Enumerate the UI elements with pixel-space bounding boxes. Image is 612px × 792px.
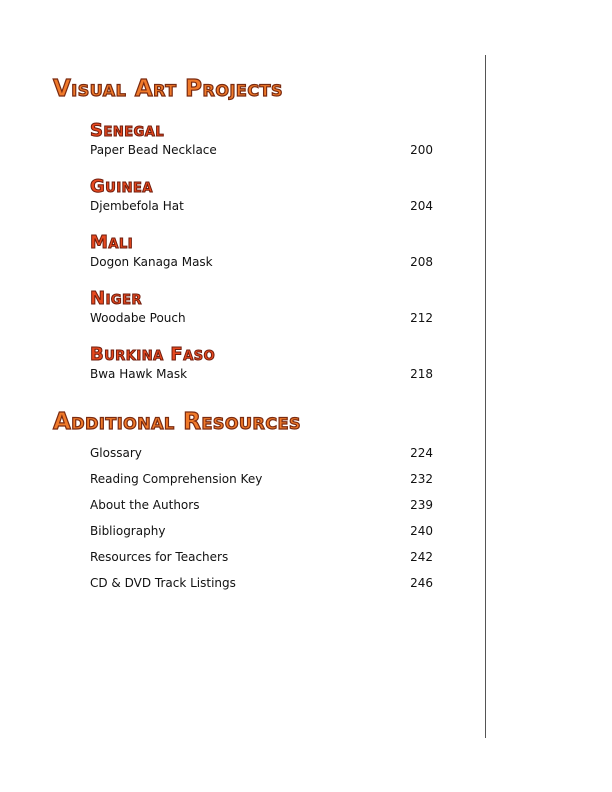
entry-title: Bibliography [90, 524, 166, 538]
vertical-divider [485, 55, 486, 738]
section-heading-additional-resources: Additional Resources [53, 409, 302, 435]
entry-title: Paper Bead Necklace [90, 143, 217, 157]
country-heading-mali: Mali [90, 232, 134, 253]
toc-entry-glossary[interactable] [90, 445, 433, 461]
entry-page-number: 232 [410, 472, 433, 486]
toc-entry-burkina-faso[interactable] [90, 366, 433, 382]
toc-entry-bibliography[interactable] [90, 523, 433, 539]
entry-page-number: 239 [410, 498, 433, 512]
entry-title: Reading Comprehension Key [90, 472, 263, 486]
entry-page-number: 212 [410, 311, 433, 325]
entry-page-number: 246 [410, 576, 433, 590]
toc-entry-reading-comprehension-key[interactable] [90, 471, 433, 487]
country-heading-burkina-faso: Burkina Faso [90, 344, 216, 365]
entry-title: Woodabe Pouch [90, 311, 186, 325]
entry-title: About the Authors [90, 498, 200, 512]
entry-page-number: 204 [410, 199, 433, 213]
entry-page-number: 240 [410, 524, 433, 538]
country-heading-niger: Niger [90, 288, 142, 309]
toc-entry-guinea[interactable] [90, 198, 433, 214]
entry-page-number: 242 [410, 550, 433, 564]
entry-title: Glossary [90, 446, 142, 460]
entry-page-number: 200 [410, 143, 433, 157]
entry-page-number: 208 [410, 255, 433, 269]
toc-entry-niger[interactable] [90, 310, 433, 326]
entry-page-number: 224 [410, 446, 433, 460]
toc-entry-resources-for-teachers[interactable] [90, 549, 433, 565]
country-heading-guinea: Guinea [90, 176, 153, 197]
entry-title: Dogon Kanaga Mask [90, 255, 213, 269]
entry-title: Djembefola Hat [90, 199, 184, 213]
toc-entry-senegal[interactable] [90, 142, 433, 158]
entry-title: Bwa Hawk Mask [90, 367, 188, 381]
entry-title: Resources for Teachers [90, 550, 229, 564]
toc-entry-mali[interactable] [90, 254, 433, 270]
toc-entry-about-the-authors[interactable] [90, 497, 433, 513]
entry-page-number: 218 [410, 367, 433, 381]
toc-entry-cd-dvd-track-listings[interactable] [90, 575, 433, 591]
entry-title: CD & DVD Track Listings [90, 576, 236, 590]
section-heading-visual-art: Visual Art Projects [53, 76, 284, 102]
country-heading-senegal: Senegal [90, 120, 165, 141]
